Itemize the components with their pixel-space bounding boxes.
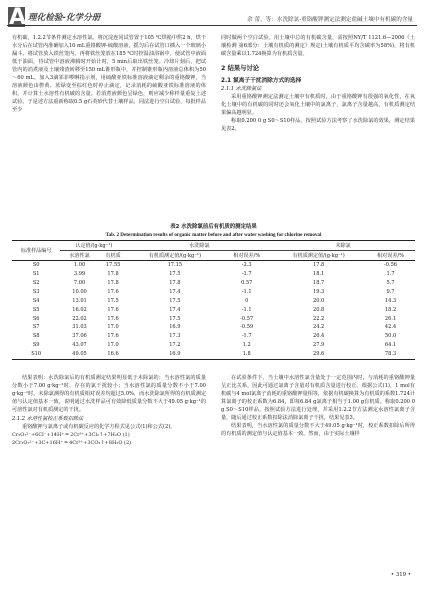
table-cell: 7.00 xyxy=(73,280,86,286)
column-header: 有机质测定值/(g·kg⁻¹) xyxy=(271,250,366,260)
table-cell: 17.5 xyxy=(107,297,119,304)
table-cell: 24.2 xyxy=(312,324,325,331)
table-cell: 64.1 xyxy=(384,342,397,349)
table-cell: 50.0 xyxy=(384,333,397,340)
table-cell: 16.9 xyxy=(127,350,222,359)
table-row xyxy=(12,332,415,341)
table-cell: 17.5 xyxy=(169,315,181,322)
lower-right-column xyxy=(221,374,415,438)
table-row xyxy=(12,314,415,323)
table-title-en: Tab. 2 Determination results of organic matter before and after water washing for chlorine removal xyxy=(105,232,322,238)
table-cell: 17.5 xyxy=(169,271,181,278)
table-cell: S9 xyxy=(32,342,40,349)
table-cell: S2 xyxy=(32,280,40,286)
table-cell: 20.0 xyxy=(312,297,325,304)
table-row xyxy=(12,270,415,279)
table-cell: 22.02 xyxy=(72,315,87,322)
right-column xyxy=(221,34,415,133)
table-cell: 1.2 xyxy=(242,342,251,349)
table-row xyxy=(12,296,415,305)
column-header: 相对误差/% xyxy=(222,250,271,260)
table-cell: S6 xyxy=(32,315,40,322)
table-cell: 17.6 xyxy=(107,306,119,313)
table-cell: -1.1 xyxy=(241,306,252,313)
column-header-sample: 标准样品编号 xyxy=(12,241,60,261)
table-cell: -1.7 xyxy=(241,271,252,278)
table-cell: 17.4 xyxy=(169,306,181,313)
equation-1: Cr₂O₇²⁻+6Cl⁻+14H⁺ ═ 2Cr³⁺+3Cl₂↑+7H₂O (1) xyxy=(12,432,130,439)
table-cell: S5 xyxy=(32,306,40,313)
table-cell: 16.02 xyxy=(72,306,87,313)
table-cell: 26.1 xyxy=(384,315,397,322)
table-cell: -1.1 xyxy=(241,288,252,295)
table-cell: 18.7 xyxy=(312,280,325,286)
table-cell: 18.2 xyxy=(384,306,397,313)
column-header: 相对误差/% xyxy=(366,250,415,260)
table-cell: 17.0 xyxy=(107,324,119,331)
table-cell: 10.00 xyxy=(72,288,87,295)
table-cell: 16.9 xyxy=(169,324,181,331)
table-cell: 5.7 xyxy=(386,280,395,286)
table-cell: 17.55 xyxy=(105,262,121,269)
table-cell: 1.8 xyxy=(222,350,271,359)
table-row xyxy=(12,260,415,269)
lower-left-paragraph-1: 结果表明：水洗除氯后的有机质测定结果明显低于未除氯的；当水溶性氯的质量分数小于7.00 g·kg⁻¹时，存在的氯干扰较小；当水溶性氯的质量分数不小于7.00 g·kg⁻¹时，未除氯测得的有机质相对误差均超过5.0%，而水洗除氯所得的有机质测定值与认定值基本一致，说明通过水洗样品可有效降低质量分数不大于49.05 g·kg⁻¹的可溶性氯对有机质测定的干扰。 xyxy=(12,375,206,414)
table-cell: 1.7 xyxy=(386,271,395,278)
table-cell: S4 xyxy=(32,297,40,304)
table-cell: -0.59 xyxy=(240,324,254,331)
right-paragraph-3: 称取0.200 0 g S0～S10样品，按照试验方法考察了水洗除氯的效果，测定结果见表2。 xyxy=(221,118,415,133)
group-header-certified: 认定值/(g·kg⁻¹) xyxy=(60,241,127,251)
table-cell: 17.15 xyxy=(167,262,183,269)
lower-right-paragraph-2: 结果表明，当水溶性氯的质量分数不大于49.05 g·kg⁻¹时，校正系数扣除后所得的有机质的测定值与认定值基本一致。然而，由于实际土壤样 xyxy=(221,423,415,438)
table-cell: S1 xyxy=(32,271,40,278)
table-cell: S8 xyxy=(32,333,40,340)
table-cell: -0.56 xyxy=(383,262,398,269)
table-row xyxy=(12,341,415,350)
group-header-washed: 水洗除氯 xyxy=(127,241,271,251)
table-cell: 3.99 xyxy=(73,271,86,278)
results-table xyxy=(12,240,415,360)
table-row xyxy=(12,305,415,314)
table-row xyxy=(12,287,415,296)
left-column xyxy=(12,34,206,114)
table-cell: -2.3 xyxy=(241,262,252,269)
lower-left-column xyxy=(12,374,206,447)
column-header: 有机质 xyxy=(99,250,128,260)
table-cell: 16.6 xyxy=(99,350,128,359)
table-cell: S7 xyxy=(32,324,40,331)
table-cell: 17.5 xyxy=(169,297,181,304)
table-cell: 0.57 xyxy=(241,280,253,286)
table-cell: 17.8 xyxy=(312,262,325,269)
results-table-block xyxy=(12,222,415,360)
table-cell: 43.07 xyxy=(72,342,87,349)
table-cell: 0 xyxy=(245,297,249,304)
table-row xyxy=(12,350,415,359)
table-cell: 17.6 xyxy=(107,288,119,295)
table-cell: 9.7 xyxy=(386,288,395,295)
group-header-unwashed: 未除氯 xyxy=(271,241,415,251)
table-cell: -0.57 xyxy=(240,315,254,322)
table-row xyxy=(12,279,415,288)
section-heading-2: 2 结果与讨论 xyxy=(221,65,260,73)
table-cell: S3 xyxy=(32,288,40,295)
lower-left-paragraph-2: 重铬酸钾与氯离子或有机碳反应的化学方程式见公式(1)和公式(2)。 xyxy=(22,424,176,431)
table-cell: S0 xyxy=(32,262,40,269)
section-heading-2-1: 2.1 氯离子干扰消除方式的选择 xyxy=(221,78,302,85)
table-cell: -1.7 xyxy=(241,333,252,340)
right-paragraph-1: 同时做两个空白试验。用土壤中总的有机碳含量，需按照NY/T 1121.6—2006《土壤检测 第6部分：土壤有机质的测定》规定(土壤有机质平均含碳率为58%)，将有机碳含量乘以1.724换算为有机质含量。 xyxy=(221,35,415,58)
table-cell: 42.4 xyxy=(384,324,397,331)
section-heading-2-1-1: 2.1.1 水洗除氯法 xyxy=(221,86,262,93)
table-cell: 17.8 xyxy=(107,271,119,278)
table-cell: 49.05 xyxy=(60,350,98,359)
table-cell: 1.00 xyxy=(73,262,86,269)
table-cell: 17.0 xyxy=(107,342,119,349)
page-number: • 319 • xyxy=(390,572,411,578)
table-cell: 17.4 xyxy=(169,288,181,295)
table-title-cn: 表2 水洗除氯前后有机质的测定结果 xyxy=(170,224,257,230)
table-cell: 18.1 xyxy=(312,271,325,278)
journal-logo: A xyxy=(9,5,27,30)
running-title: 余 蕾，等：水洗除氯-重铬酸钾测定法测定盐碱土壤中有机碳的含量 xyxy=(247,17,413,23)
table-cell: 19.3 xyxy=(312,288,325,295)
table-cell: 17.3 xyxy=(169,333,181,340)
table-row xyxy=(12,323,415,332)
table-cell: 26.4 xyxy=(312,333,325,340)
table-cell: 78.3 xyxy=(366,350,415,359)
table-cell: 17.8 xyxy=(107,280,119,286)
table-cell: 17.6 xyxy=(107,333,119,340)
header-divider xyxy=(7,25,417,26)
table-cell: 37.06 xyxy=(72,333,87,340)
table-cell: S10 xyxy=(12,350,60,359)
table-cell: 17.2 xyxy=(169,342,181,349)
table-cell: 29.6 xyxy=(271,350,366,359)
table-cell: 20.8 xyxy=(312,306,325,313)
table-cell: 27.9 xyxy=(312,342,325,349)
column-header: 水溶性氯 xyxy=(60,250,98,260)
section-heading-2-1-2: 2.1.2 水溶性氯校正系数扣除法 xyxy=(12,416,84,423)
page-header xyxy=(0,0,427,34)
table-cell: 13.01 xyxy=(72,297,87,304)
table-cell: 17.8 xyxy=(169,280,181,286)
journal-name: 理化检验-化学分册 xyxy=(28,13,101,23)
table-cell: 17.6 xyxy=(107,315,119,322)
lower-right-paragraph-1: 在试验条件下，当土壤中水溶性氯含量处于一定范围内时，与消耗的重铬酸钾量呈正比关系，因此可通过氯离子含量对有机质含量进行校正。根据公式(1)，1 mol有机碳与4 mol氯离子消耗的重铬酸钾量相等，依据有机碳换算为有机质的系数1.724计算氯离子的校正系数为6.84，即每6.84 g氯离子相当于1.00 g有机质。称取0.200 0 g S0～S10样品，按照试验方法进行处理，并采用1.2.2节方法测定水溶性氯离子含量，随后通过校正系数扣除法消除氯离子干扰，结果见表3。 xyxy=(221,375,415,422)
equation-2: 2Cr₂O₇²⁻+3C+16H⁺ ═ 4Cr³⁺+3CO₂↑+8H₂O (2) xyxy=(12,440,132,447)
table-cell: 22.2 xyxy=(312,315,325,322)
table-cell: 31.03 xyxy=(72,324,87,331)
table-cell: 14.3 xyxy=(384,297,397,304)
column-header: 有机质测定值/(g·kg⁻¹) xyxy=(127,250,222,260)
right-paragraph-2: 采用重铬酸钾测定法测定土壤中有机质时，由于重铬酸钾有很强的氧化性，在氧化土壤中的有机碳的同时还会氧化土壤中的氯离子，氯离子含量越高，有机质测定结果偏高越明显。 xyxy=(221,94,415,117)
left-paragraph-1: 有机碳，1.2.2节条件测定水溶性氯。将沉淀连同试管置于105 ℃烘箱中烘2 h，烘干水分后在试管内准确加入10 mL重铬酸钾-硫酸溶液，摇匀后在试管口插入一个玻璃小漏斗。将试管放入铁丝笼内，再将铁丝笼放在185 ℃时控温油浴锅中，使试管中液面低于油面，待试管中溶液沸腾时开始计时，5 min后取出铁丝笼。冷却片刻后，把试管内的消煮液及土壤残渣转移至150 mL锥形瓶中，并控制锥形瓶内溶液总体积为50～60 mL。加入3滴邻菲啰啉指示剂，用硫酸亚铁标准溶液滴定剩余的重铬酸钾，当溶液颜色由橙黄、蓝绿变至棕红色时停止滴定，记录消耗的硫酸亚铁标准溶液的体积，并计算土水溶性有机碳的含量。若消煮液颜色呈绿色，则应减少称样量重复上述试验。于是述方法重新称取0.5 g石英砂代替土壤样品，同法进行空白试验，每批样品至少 xyxy=(12,35,206,114)
